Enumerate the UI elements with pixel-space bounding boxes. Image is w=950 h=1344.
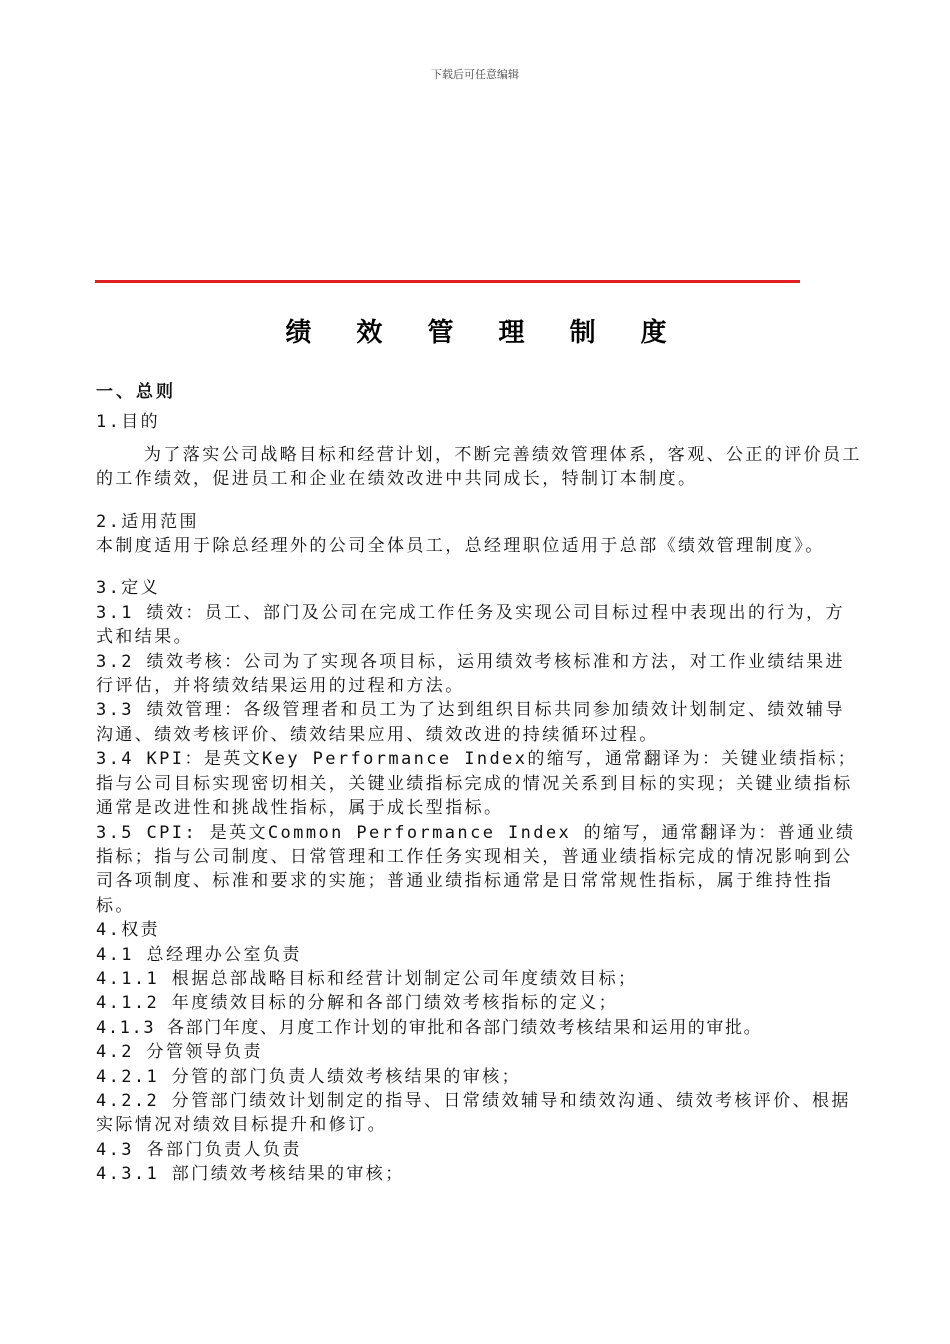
document-body <box>96 380 862 1187</box>
responsibility-4-1-2: 4.1.2 年度绩效目标的分解和各部门绩效考核指标的定义； <box>96 993 619 1014</box>
responsibility-4-1-1: 4.1.1 根据总部战略目标和经营计划制定公司年度绩效目标； <box>96 968 638 989</box>
item-purpose-body: 为了落实公司战略目标和经营计划，不断完善绩效管理体系，客观、公正的评价员工的工作绩效，促进员工和企业在绩效改进中共同成长，特制订本制度。 <box>96 444 862 490</box>
item-scope-body: 本制度适用于除总经理外的公司全体员工，总经理职位适用于总部《绩效管理制度》。 <box>96 536 825 557</box>
definition-3-3: 3.3 绩效管理：各级管理者和员工为了达到组织目标共同参加绩效计划制定、绩效辅导沟通、绩效考核评价、绩效结果应用、绩效改进的持续循环过程。 <box>96 700 845 745</box>
item-definition-title: 3.定义 <box>96 578 161 599</box>
definition-3-1: 3.1 绩效：员工、部门及公司在完成工作任务及实现公司目标过程中表现出的行为，方式和结果。 <box>96 602 845 648</box>
definition-3-2: 3.2 绩效考核：公司为了实现各项目标，运用绩效考核标准和方法，对工作业绩结果进行评估，并将绩效结果运用的过程和方法。 <box>96 651 845 697</box>
responsibility-4-2-1: 4.2.1 分管的部门负责人绩效考核结果的审核； <box>96 1066 522 1087</box>
item-scope-title: 2.适用范围 <box>96 511 199 532</box>
definition-3-5: 3.5 CPI: 是英文Common Performance Index 的缩写，通常翻译为：普通业绩指标；指与公司制度、日常管理和工作任务实现相关，普通业绩指标完成的情况影响到公司各项制度、标准和要求的实施；普通业绩指标通常是日常常规性指标，属于维持性指标。 <box>96 822 856 916</box>
responsibility-4-3-1: 4.3.1 部门绩效考核结果的审核； <box>96 1164 405 1185</box>
item-purpose-title: 1.目的 <box>96 412 161 433</box>
responsibility-4-1: 4.1 总经理办公室负责 <box>96 944 302 965</box>
section-heading-general: 一、总则 <box>96 382 176 402</box>
definition-3-4: 3.4 KPI：是英文Key Performance Index的缩写，通常翻译为：关键业绩指标；指与公司目标实现密切相关，关键业绩指标完成的情况关系到目标的实现；关键业绩指标通常是改进性和挑战性指标，属于成长型指标。 <box>96 749 858 819</box>
responsibility-4-1-3: 4.1.3 各部门年度、月度工作计划的审批和各部门绩效考核结果和运用的审批。 <box>96 1017 763 1038</box>
document-title: 绩 效 管 理 制 度 <box>285 318 685 348</box>
item-responsibility-title: 4.权责 <box>96 920 161 941</box>
responsibility-4-2: 4.2 分管领导负责 <box>96 1042 263 1063</box>
red-divider-line <box>95 280 800 283</box>
responsibility-4-2-2: 4.2.2 分管部门绩效计划制定的指导、日常绩效辅导和绩效沟通、绩效考核评价、根据实际情况对绩效目标提升和修订。 <box>96 1090 851 1136</box>
responsibility-4-3: 4.3 各部门负责人负责 <box>96 1139 302 1160</box>
page-header-note: 下载后可任意编辑 <box>431 68 519 81</box>
